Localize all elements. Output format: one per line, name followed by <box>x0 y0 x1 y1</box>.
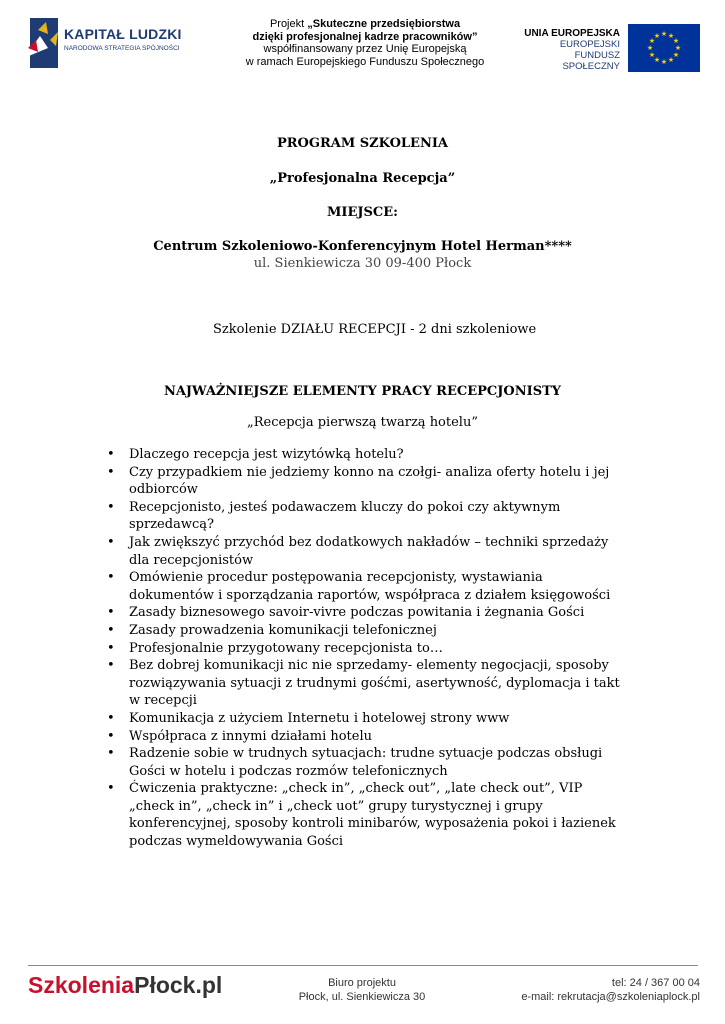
list-item-text: Dlaczego recepcja jest wizytówką hotelu? <box>129 447 404 462</box>
eu-fund-label <box>520 28 620 72</box>
bullet-icon: • <box>107 746 115 762</box>
project-name-part1: „Skuteczne przedsiębiorstwa <box>307 18 461 30</box>
svg-text:★: ★ <box>653 32 661 40</box>
bullet-icon: • <box>107 464 115 480</box>
svg-text:★: ★ <box>672 37 680 45</box>
list-item <box>107 622 627 640</box>
svg-text:★: ★ <box>674 44 682 52</box>
list-item-text: Jak zwiększyć przychód bez dodatkowych nakładów – techniki sprzedaży dla recepcjonistów <box>129 534 609 568</box>
footer-contact <box>470 976 700 1004</box>
list-item <box>107 745 627 780</box>
bullet-icon: • <box>107 658 115 674</box>
training-info: Szkolenie DZIAŁU RECEPCJI - 2 dni szkoleniowe <box>213 322 537 337</box>
list-item-text: Ćwiczenia praktyczne: „check in”, „check out”, „late check out”, VIP „check in”, „check in” i „check uot” grupy turystycznej i grupy konferencyjnej, sposoby kontroli minibarów, wyposażenia pokoi i łazienek podczas wymeldowywania Gości <box>129 781 616 850</box>
section-heading: NAJWAŻNIEJSZE ELEMENTY PRACY RECEPCJONISTY <box>163 384 562 399</box>
footer-brand[interactable] <box>28 972 222 999</box>
list-item-text: Czy przypadkiem nie jedziemy konno na czołgi- analiza oferty hotelu i jej odbiorców <box>129 464 610 498</box>
list-item <box>107 534 627 569</box>
list-item <box>107 446 627 464</box>
list-item <box>107 710 627 728</box>
bullet-icon: • <box>107 781 115 797</box>
svg-text:★: ★ <box>667 32 675 40</box>
svg-text:★: ★ <box>648 37 656 45</box>
list-item <box>107 499 627 534</box>
list-item-text: Profesjonalnie przygotowany recepcjonista to… <box>129 640 443 656</box>
office-address: Płock, ul. Sienkiewicza 30 <box>298 991 426 1003</box>
svg-text:★: ★ <box>672 51 680 59</box>
project-description <box>230 18 500 68</box>
list-item-text: Zasady prowadzenia komunikacji telefonicznej <box>129 622 437 638</box>
list-item <box>107 728 627 746</box>
footer-office <box>282 976 442 1004</box>
eu-label-line3: FUNDUSZ SPOŁECZNY <box>562 50 620 72</box>
bullet-icon: • <box>107 570 115 586</box>
kapital-ludzki-subtitle: NARODOWA STRATEGIA SPÓJNOŚCI <box>64 45 180 52</box>
bullet-icon: • <box>107 640 115 656</box>
course-name: „Profesjonalna Recepcja” <box>269 171 456 186</box>
office-title: Biuro projektu <box>328 977 396 989</box>
footer-divider <box>28 965 698 966</box>
bullet-icon: • <box>107 447 115 462</box>
svg-text:★: ★ <box>660 58 668 66</box>
list-item <box>107 780 627 850</box>
list-item <box>107 569 627 604</box>
bullet-icon: • <box>107 499 115 515</box>
project-name-part2: dzięki profesjonalnej kadrze pracowników” <box>252 30 478 43</box>
list-item <box>107 604 627 622</box>
bullet-icon: • <box>107 622 115 638</box>
list-item <box>107 640 627 658</box>
bullet-icon: • <box>107 605 115 621</box>
bullet-icon: • <box>107 728 115 744</box>
list-item-text: Recepcjonisto, jesteś podawaczem kluczy do pokoi czy aktywnym sprzedawcą? <box>129 499 561 533</box>
project-prefix: Projekt <box>269 18 308 30</box>
eu-label-line1: UNIA EUROPEJSKA <box>524 28 620 39</box>
list-item-text: Współpraca z innymi działami hotelu <box>129 728 373 744</box>
contact-phone: tel: 24 / 367 00 04 <box>611 977 700 989</box>
svg-text:★: ★ <box>660 30 668 38</box>
program-title: PROGRAM SZKOLENIA <box>276 136 449 151</box>
project-cofinancing: współfinansowany przez Unię Europejską <box>263 43 467 55</box>
bullet-icon: • <box>107 534 115 550</box>
contact-email[interactable]: e-mail: rekrutacja@szkoleniaplock.pl <box>521 991 700 1003</box>
place-label: MIEJSCE: <box>327 205 398 220</box>
svg-text:★: ★ <box>653 56 661 64</box>
list-item-text: Radzenie sobie w trudnych sytuacjach: trudne sytuacje podczas obsługi Gości w hotelu i podczas rozmów telefonicznych <box>129 746 603 779</box>
bullet-icon: • <box>107 710 115 726</box>
kapital-ludzki-title: KAPITAŁ LUDZKI <box>64 26 182 42</box>
venue-address: ul. Sienkiewicza 30 09-400 Płock <box>253 256 472 271</box>
kapital-ludzki-emblem-icon <box>24 18 64 68</box>
list-item <box>107 657 627 710</box>
project-fund: w ramach Europejskiego Funduszu Społecznego <box>245 55 485 68</box>
brand-part2: Płock.pl <box>134 972 223 998</box>
list-item-text: Omówienie procedur postępowania recepcjonisty, wystawiania dokumentów i sporządzania raportów, współpraca z działem księgowości <box>129 570 611 603</box>
venue-name: Centrum Szkoleniowo-Konferencyjnym Hotel Herman**** <box>153 239 572 254</box>
svg-text:★: ★ <box>646 44 654 52</box>
list-item-text: Bez dobrej komunikacji nic nie sprzedamy- elementy negocjacji, sposoby rozwiązywania sytuacji z trudnymi gośćmi, asertywność, dyplomacja i takt w recepcji <box>129 658 620 709</box>
list-item <box>107 464 627 499</box>
list-item-text: Komunikacja z użyciem Internetu i hotelowej strony www <box>129 710 510 726</box>
eu-label-line2: EUROPEJSKI <box>559 39 620 50</box>
list-item-text: Zasady biznesowego savoir-vivre podczas powitania i żegnania Gości <box>129 605 585 621</box>
section-subheading: „Recepcja pierwszą twarzą hotelu” <box>247 415 478 430</box>
brand-part1: Szkolenia <box>28 972 135 998</box>
svg-text:★: ★ <box>648 51 656 59</box>
topics-list <box>107 446 627 851</box>
eu-flag-icon <box>628 24 700 72</box>
svg-text:★: ★ <box>667 56 675 64</box>
